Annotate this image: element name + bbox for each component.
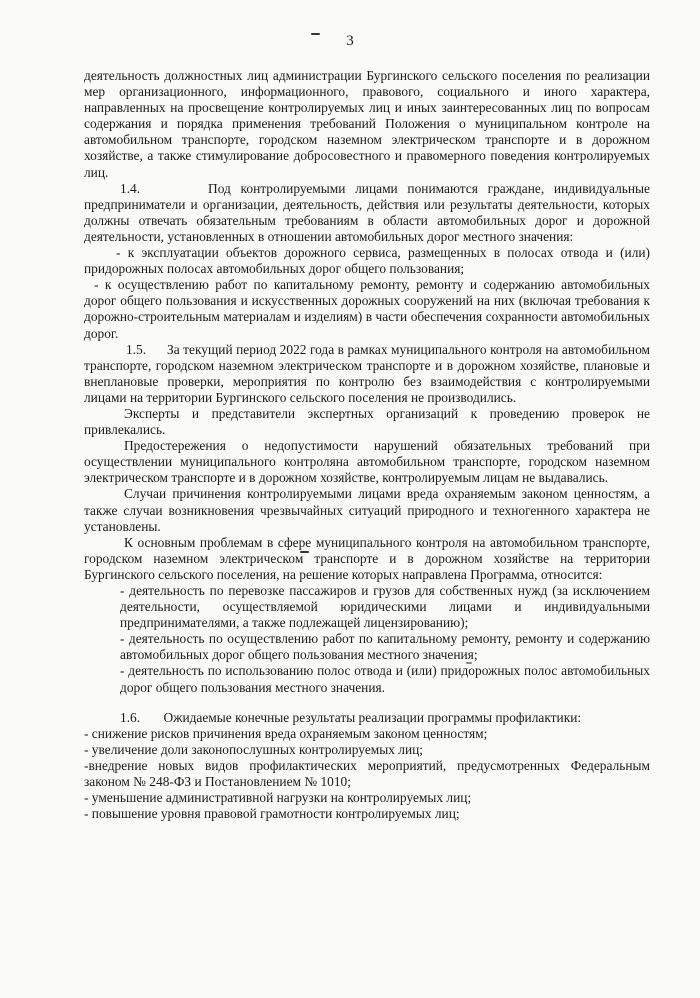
page-number: 3	[346, 33, 354, 49]
paragraph: 1.4. Под контролируемыми лицами понимаются граждане, индивидуальные предприниматели и организации, деятельность, действия или результаты деятельности, которых должны отвечать обязательным требованиям в области автомобильных дорог и дорожной деятельности, установленных в отношении автомобильных дорог местного значения:	[84, 180, 650, 244]
paragraph: Эксперты и представители экспертных организаций к проведению проверок не привлекались.	[84, 405, 650, 438]
paragraph: К основным проблемам в сфере муниципального контроля на автомобильном транспорте, городском наземном электрическом транспорте и в дорожном хозяйстве на территории Бургинского сельского поселения, на решение которых направлена Программа, относится:	[84, 534, 650, 582]
paragraph: - деятельность по осуществлению работ по капитальному ремонту, ремонту и содержанию автомобильных дорог общего пользования местного значения;	[120, 631, 650, 663]
paragraph: Предостережения о недопустимости нарушений обязательных требований при осуществлении муниципального контроляна автомобильном транспорте, городском наземном электрическом транспорте и в дорожном хозяйстве, контролируемым лицам не выдавались.	[84, 438, 650, 486]
paragraph: - деятельность по перевозке пассажиров и грузов для собственных нужд (за исключением деятельности, осуществляемой юридическими лицами и индивидуальными предпринимателями, а также подлежащей лицензированию);	[120, 583, 650, 631]
paragraph-gap	[84, 696, 650, 710]
paragraph: -внедрение новых видов профилактических мероприятий, предусмотренных Федеральным законом № 248-ФЗ и Постановлением № 1010;	[84, 757, 650, 790]
paragraph: - к осуществлению работ по капитальному ремонту, ремонту и содержанию автомобильных дорог общего пользования и искусственных дорожных сооружений на них (включая требования к дорожно-строительным материалам и изделиям) в части обеспечения сохранности автомобильных дорог.	[84, 277, 650, 341]
paragraph: - снижение рисков причинения вреда охраняемым законом ценностям;	[84, 725, 488, 741]
document-body	[84, 68, 650, 822]
paragraph: - повышение уровня правовой грамотности контролируемых лиц;	[84, 806, 460, 822]
paragraph: - деятельность по использованию полос отвода и (или) придорожных полос автомобильных дорог общего пользования местного значения.	[120, 663, 650, 695]
scan-mark	[311, 33, 320, 35]
paragraph: - увеличение доли законопослушных контролируемых лиц;	[84, 741, 424, 757]
paragraph: 1.6. Ожидаемые конечные результаты реализации программы профилактики:	[120, 709, 582, 725]
paragraph: - к эксплуатации объектов дорожного сервиса, размещенных в полосах отвода и (или) придорожных полосах автомобильных дорог общего пользования;	[84, 245, 650, 277]
paragraph: 1.5. За текущий период 2022 года в рамках муниципального контроля на автомобильном транспорте, городском наземном электрическом транспорте и в дорожном хозяйстве, плановые и внеплановые проверки, мероприятия по контролю без взаимодействия с контролируемыми лицами на территории Бургинского сельского поселения не производились.	[84, 341, 650, 405]
paragraph: - уменьшение административной нагрузки на контролируемых лиц;	[84, 790, 472, 806]
paragraph: Случаи причинения контролируемыми лицами вреда охраняемым законом ценностям, а также случаи возникновения чрезвычайных ситуаций природного и техногенного характера не установлены.	[84, 486, 650, 534]
paragraph: деятельность должностных лиц администрации Бургинского сельского поселения по реализации мер организационного, информационного, правового, социального и иного характера, направленных на просвещение контролируемых лиц и иных заинтересованных лиц по вопросам содержания и порядка применения требований Положения о муниципальном контроле на автомобильном транспорте, городском наземном электрическом транспорте и в дорожном хозяйстве, а также стимулирование добросовестного и правомерного поведения контролируемых лиц.	[84, 68, 650, 180]
